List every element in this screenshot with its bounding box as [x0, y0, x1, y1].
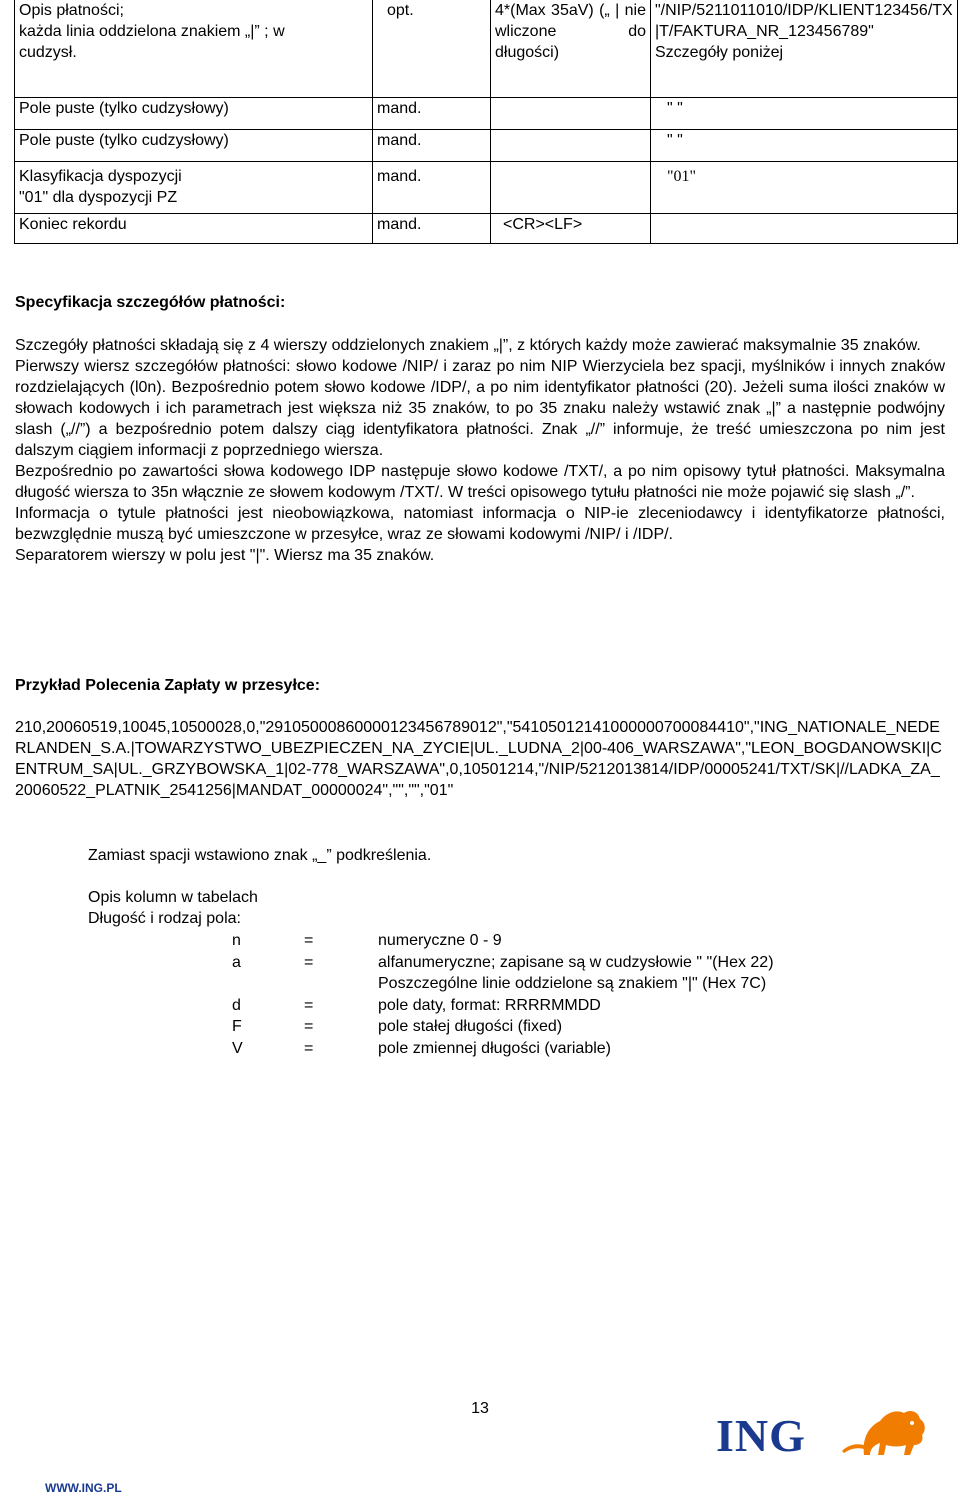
legend-title: Opis kolumn w tabelach: [88, 889, 258, 906]
table-cell: opt.: [373, 0, 491, 97]
table-cell: " ": [651, 97, 958, 129]
table-cell: [491, 129, 651, 161]
paragraph: Szczegóły płatności składają się z 4 wierszy oddzielonych znakiem „|”, z których każdy może zawierać maksymalnie 35 znaków.: [15, 337, 921, 354]
legend-eq: =: [304, 996, 314, 1014]
table-cell: Opis płatności; każda linia oddzielona znakiem „|” ; w cudzysł.: [15, 0, 373, 97]
legend-row: [232, 1016, 774, 1038]
ing-logo: [716, 1405, 936, 1461]
legend-desc: numeryczne 0 - 9: [378, 932, 502, 949]
table-cell: [651, 213, 958, 243]
table-cell: 4*(Max 35aV) („ | nie wliczone do długości): [491, 0, 651, 97]
paragraph: Informacja o tytule płatności jest nieobowiązkowa, natomiast informacja o NIP-ie zleceniodawcy i identyfikatorze płatności, bezwzględnie muszą być umieszczone w przesyłce, wraz ze słowami kodowymi /NIP/ i /IDP/.: [15, 505, 945, 543]
legend-eq: [304, 973, 378, 995]
table-cell: mand.: [373, 97, 491, 129]
page-number: 13: [471, 1400, 489, 1417]
lion-icon: [834, 1405, 934, 1461]
table-cell: "/NIP/5211011010/IDP/KLIENT123456/TX|T/FAKTURA_NR_123456789" Szczegóły poniżej: [651, 0, 958, 97]
footer-url[interactable]: WWW.ING.PL: [45, 1481, 122, 1495]
legend-table: [232, 930, 774, 1059]
legend-desc: pole stałej długości (fixed): [378, 1018, 563, 1035]
table-cell: mand.: [373, 129, 491, 161]
underscore-note: Zamiast spacji wstawiono znak „_” podkreślenia.: [88, 847, 432, 864]
table-cell: [491, 161, 651, 213]
paragraph: Separatorem wierszy w polu jest "|". Wiersz ma 35 znaków.: [15, 547, 435, 564]
legend-key: F: [232, 1018, 242, 1035]
legend-key: [232, 973, 304, 995]
paragraph: Bezpośrednio po zawartości słowa kodowego IDP następuje słowo kodowe /TXT/, a po nim opisowy tytuł płatności. Maksymalna długość wiersza to 35n włącznie ze słowem kodowym /TXT/. W treści opisowego tytułu płatności nie może pojawić się slash „/”.: [15, 463, 945, 501]
legend-key: n: [232, 932, 241, 949]
table-row: [15, 129, 958, 161]
table-row: [15, 213, 958, 243]
table-cell: [491, 97, 651, 129]
legend-row: [232, 930, 774, 952]
table-row: [15, 161, 958, 213]
ing-logo-text: ING: [716, 1410, 806, 1461]
legend-desc: pole zmiennej długości (variable): [378, 1039, 612, 1057]
table-row: [15, 0, 958, 97]
table-cell: Klasyfikacja dyspozycji "01" dla dyspozycji PZ: [15, 161, 373, 213]
legend-desc: Poszczególne linie oddzielone są znakiem "|" (Hex 7C): [378, 975, 767, 992]
legend-row: [232, 1038, 774, 1060]
legend-desc: alfanumeryczne; zapisane są w cudzysłowie " "(Hex 22): [378, 953, 774, 971]
table-cell: mand.: [373, 161, 491, 213]
legend-key: V: [232, 1039, 243, 1057]
example-record: 210,20060519,10045,10500028,0,"29105000860000123456789012","54105012141000000700084410","ING_NATIONALE_NEDERLANDEN_S.A.|TOWARZYSTWO_UBEZPIECZEN_NA_ZYCIE|UL._LUDNA_2|00-406_WARSZAWA","LEON_BOGDANOWSKI|CENTRUM_SA|UL._GRZYBOWSKA_1|02-778_WARSZAWA",0,10501214,"/NIP/5212013814/IDP/00005241/TXT/SK|//LADKA_ZA_20060522_PLATNIK_2541256|MANDAT_00000024","","","01": [15, 719, 942, 799]
table-cell: " ": [651, 129, 958, 161]
paragraph: Pierwszy wiersz szczegółów płatności: słowo kodowe /NIP/ i zaraz po nim NIP Wierzyciela bez spacji, myślników i innych znaków rozdzielających (l0n). Bezpośrednio potem słowo kodowe /IDP/, a po nim identyfikator płatności (20). Jeżeli suma ilości znaków w słowach kodowych i ich parametrach jest większa niż 35 znaków, to po 35 znaku należy wstawić znak „|” a następnie podwójny slash („//”) a bezpośrednio potem dalszy ciąg identyfikatora płatności. Znak „//” informuje, że treść umieszczona po nim jest dalszym ciągiem informacji z poprzedniego wiersza.: [15, 358, 945, 459]
legend-row: [232, 952, 774, 974]
legend-subtitle: Długość i rodzaj pola:: [88, 910, 241, 927]
field-spec-table: [14, 0, 958, 244]
legend-eq: =: [304, 1018, 314, 1035]
table-row: [15, 97, 958, 129]
legend-eq: =: [304, 1039, 314, 1057]
legend-eq: =: [304, 953, 314, 971]
table-cell: mand.: [373, 213, 491, 243]
table-cell: Pole puste (tylko cudzysłowy): [15, 97, 373, 129]
legend-row: [232, 973, 774, 995]
legend-desc: pole daty, format: RRRRMMDD: [378, 996, 601, 1014]
legend-key: a: [232, 953, 241, 971]
table-cell: Koniec rekordu: [15, 213, 373, 243]
example-heading: Przykład Polecenia Zapłaty w przesyłce:: [15, 677, 321, 694]
table-cell: <CR><LF>: [491, 213, 651, 243]
spec-body: [15, 335, 945, 566]
legend-eq: =: [304, 932, 314, 949]
table-cell: Pole puste (tylko cudzysłowy): [15, 129, 373, 161]
legend-key: d: [232, 996, 241, 1014]
spec-heading: Specyfikacja szczegółów płatności:: [15, 294, 286, 311]
legend-row: [232, 995, 774, 1017]
table-cell: "01": [651, 161, 958, 213]
